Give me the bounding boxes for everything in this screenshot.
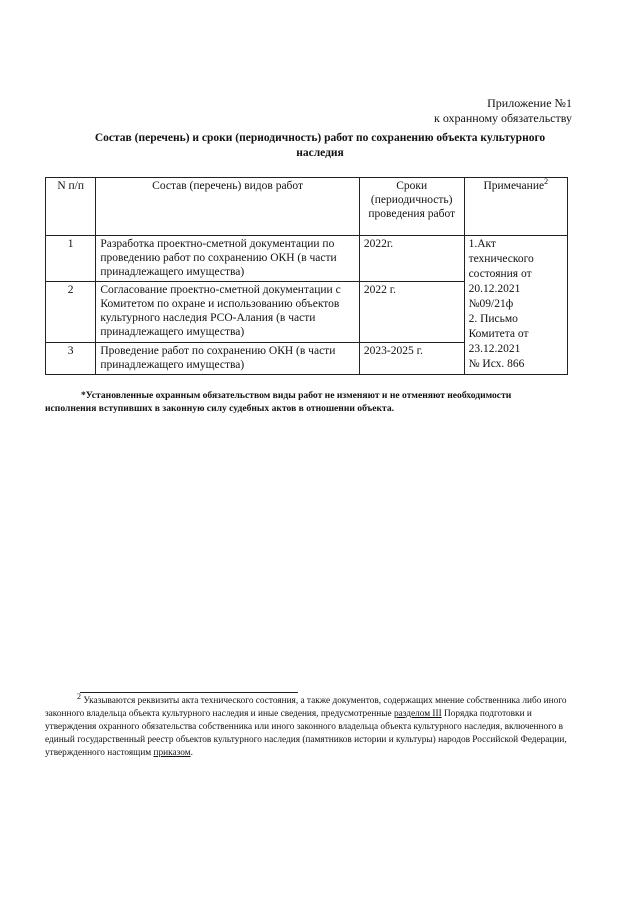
table-row (46, 236, 568, 282)
note-line: 20.12.2021 (468, 283, 521, 295)
note-line: технического (468, 253, 534, 265)
row-term: 2022 г. (359, 282, 464, 342)
note-line: №09/21ф (468, 298, 514, 310)
header-terms: Сроки (периодичность) проведения работ (359, 178, 464, 236)
document-title (60, 131, 580, 161)
header-work-types: Состав (перечень) видов работ (96, 178, 360, 236)
order-link[interactable]: приказом (153, 748, 191, 758)
note-line: 23.12.2021 (468, 343, 521, 355)
note-line: Комитета от (468, 328, 529, 340)
footnote-end: . (190, 748, 193, 758)
header-note-label: Примечание (483, 180, 545, 192)
works-table (45, 177, 568, 375)
row-work-type: Разработка проектно-сметной документации по проведению работ по сохранению ОКН (в части принадлежащего имущества) (96, 236, 360, 282)
footnote-divider (80, 692, 298, 693)
appendix-number: Приложение №1 (487, 96, 572, 110)
row-number: 1 (46, 236, 96, 282)
title-line-1: Состав (перечень) и сроки (периодичность) работ по сохранению объекта культурного (94, 132, 546, 144)
note-line: состояния от (468, 268, 532, 280)
appendix-header (434, 96, 572, 126)
footnote-mark: 2 (77, 691, 81, 701)
note-line: № Исх. 866 (468, 358, 525, 370)
header-note-footnote-mark: 2 (544, 177, 549, 187)
footnote (45, 691, 575, 760)
notice-text: *Установленные охранным обязательством виды работ не изменяют и не отменяют необходимости исполнения вступивших в законную силу судебных актов в отношении объекта. (45, 390, 512, 414)
title-line-2: наследия (296, 147, 344, 159)
section-iii-link[interactable]: разделом III (393, 709, 442, 719)
header-number: N п/п (46, 178, 96, 236)
header-note (464, 178, 567, 236)
note-cell (464, 236, 567, 375)
row-term: 2022г. (359, 236, 464, 282)
appendix-reference: к охранному обязательству (433, 111, 572, 125)
footnote-text-continued: Порядка подготовки и утверждения охранного обязательства собственника или иного законного владельца объекта культурного наследия, включенного в единый государственный реестр объектов культурного наследия (памятников истории и культуры) народов Российской Федерации, утвержденного настоящим (45, 709, 567, 758)
note-line: 1.Акт (468, 238, 496, 250)
row-term: 2023-2025 г. (359, 342, 464, 374)
table-header-row (46, 178, 568, 236)
row-number: 3 (46, 342, 96, 374)
row-work-type: Согласование проектно-сметной документации с Комитетом по охране и использованию объектов культурного наследия РСО-Алания (в части принадлежащего имущества) (96, 282, 360, 342)
footnote-text: Указываются реквизиты акта технического состояния, а также документов, содержащих мнение собственника либо иного законного владельца объекта культурного наследия и иные сведения, предусмотренные (45, 696, 567, 719)
row-number: 2 (46, 282, 96, 342)
row-work-type: Проведение работ по сохранению ОКН (в части принадлежащего имущества) (96, 342, 360, 374)
note-line: 2. Письмо (468, 313, 518, 325)
